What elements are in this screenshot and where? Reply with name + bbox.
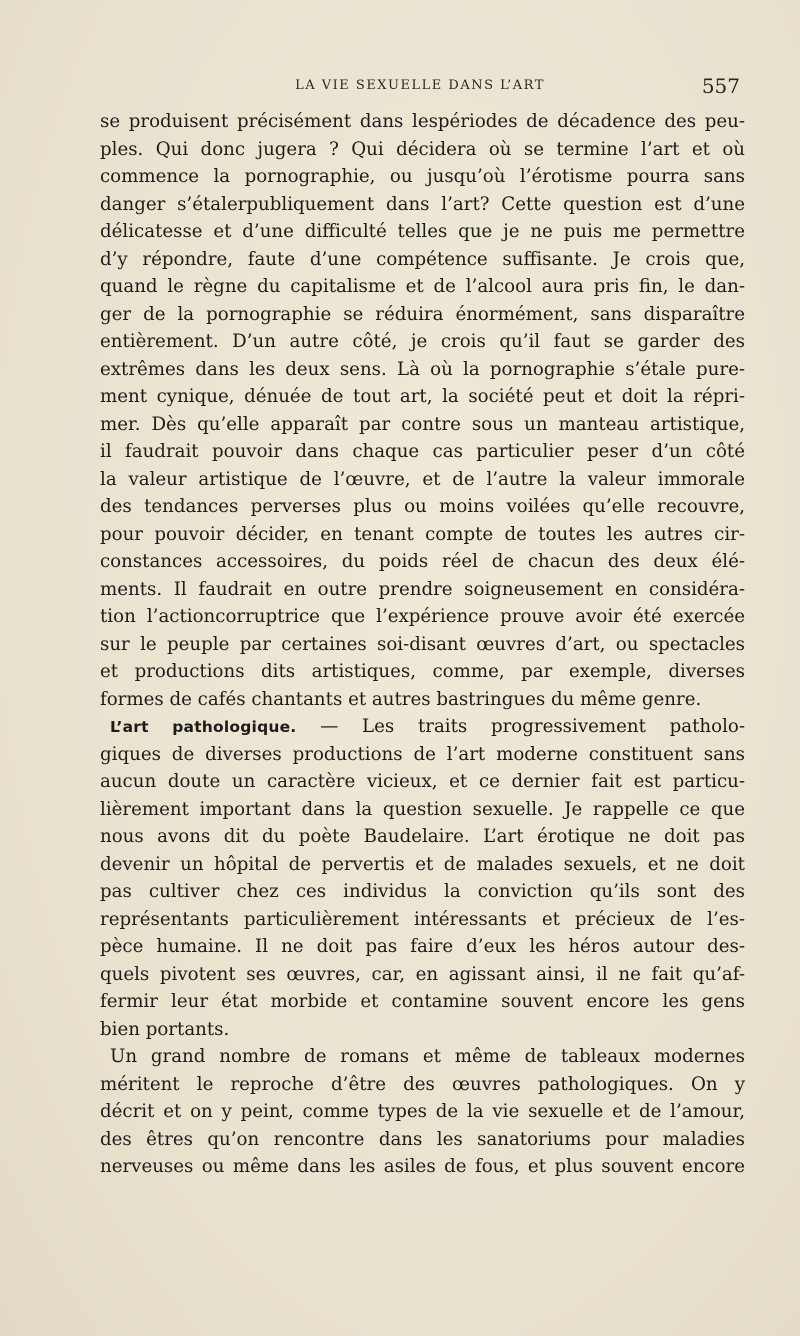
text-line: pas cultiver chez ces individus la conviction qu’ils sont des xyxy=(100,881,745,902)
text-line: des êtres qu’on rencontre dans les sanatoriums pour maladies xyxy=(100,1128,745,1150)
text-line: tion l’actioncorruptrice que l’expérience prouve avoir été exercée xyxy=(100,606,745,627)
text-line: giques de diverses productions de l’art moderne constituent sans xyxy=(100,743,745,765)
text-line: Un grand nombre de romans et même de tableaux modernes xyxy=(110,1046,745,1067)
text-line: ments. Il faudrait en outre prendre soigneusement en considéra- xyxy=(100,578,745,600)
text-line: ples. Qui donc jugera ? Qui décidera où se termine l’art et où xyxy=(100,138,745,160)
text-line: devenir un hôpital de pervertis et de malades sexuels, et ne doit xyxy=(100,853,745,875)
text-line: la valeur artistique de l’œuvre, et de l’autre la valeur immorale xyxy=(100,468,745,490)
em-dash: — xyxy=(296,716,363,737)
text-line: décrit et on y peint, comme types de la vie sexuelle et de l’amour, xyxy=(100,1101,745,1122)
section-first-line xyxy=(100,713,745,741)
page-header xyxy=(100,74,740,104)
text-line: pour pouvoir décider, en tenant compte de toutes les autres cir- xyxy=(100,523,745,545)
text-line: quand le règne du capitalisme et de l’alcool aura pris fin, le dan- xyxy=(100,276,745,297)
text-line: lièrement important dans la question sexuelle. Je rappelle ce que xyxy=(100,798,745,820)
text-line: commence la pornographie, ou jusqu’où l’érotisme pourra sans xyxy=(100,166,745,187)
text-line: d’y répondre, faute d’une compétence suffisante. Je crois que, xyxy=(100,248,745,270)
text-line: représentants particulièrement intéressants et précieux de l’es- xyxy=(100,908,745,930)
text-line: et productions dits artistiques, comme, par exemple, diverses xyxy=(100,661,745,682)
body-text xyxy=(100,108,745,1181)
page-number: 557 xyxy=(701,74,740,98)
text-line: nerveuses ou même dans les asiles de fous, et plus souvent encore xyxy=(100,1156,745,1177)
text-line: des tendances perverses plus ou moins voilées qu’elle recouvre, xyxy=(100,496,745,517)
text-line: ger de la pornographie se réduira énormément, sans disparaître xyxy=(100,303,745,325)
text-fragment: Les traits progressivement patholo- xyxy=(362,716,745,737)
text-line: sur le peuple par certaines soi-disant œuvres d’art, ou spectacles xyxy=(100,633,745,655)
text-line: quels pivotent ses œuvres, car, en agissant ainsi, il ne fait qu’af- xyxy=(100,963,745,985)
text-line: se produisent précisément dans lespériodes de décadence des peu- xyxy=(100,111,745,132)
text-line: délicatesse et d’une difficulté telles que je ne puis me permettre xyxy=(100,221,745,242)
text-line: aucun doute un caractère vicieux, et ce dernier fait est particu- xyxy=(100,771,745,792)
text-line: bien portants. xyxy=(100,1018,230,1040)
text-line: fermir leur état morbide et contamine souvent encore les gens xyxy=(100,991,745,1012)
text-line: mer. Dès qu’elle apparaît par contre sous un manteau artistique, xyxy=(100,413,745,435)
text-line: pèce humaine. Il ne doit pas faire d’eux les héros autour des- xyxy=(100,936,745,957)
text-line: nous avons dit du poète Baudelaire. L’art érotique ne doit pas xyxy=(100,826,745,847)
text-line: méritent le reproche d’être des œuvres pathologiques. On y xyxy=(100,1073,745,1095)
text-line: entièrement. D’un autre côté, je crois qu’il faut se garder des xyxy=(100,331,745,352)
running-head: LA VIE SEXUELLE DANS L’ART xyxy=(295,78,545,93)
section-heading: L’art pathologique. xyxy=(110,718,297,736)
text-line: formes de cafés chantants et autres bastringues du même genre. xyxy=(100,688,702,710)
text-line: constances accessoires, du poids réel de chacun des deux élé- xyxy=(100,551,745,572)
text-line: ment cynique, dénuée de tout art, la société peut et doit la répri- xyxy=(100,386,745,407)
text-line: danger s’étalerpubliquement dans l’art? Cette question est d’une xyxy=(100,193,745,215)
text-line: extrêmes dans les deux sens. Là où la pornographie s’étale pure- xyxy=(100,358,745,380)
text-line: il faudrait pouvoir dans chaque cas particulier peser d’un côté xyxy=(100,441,745,462)
